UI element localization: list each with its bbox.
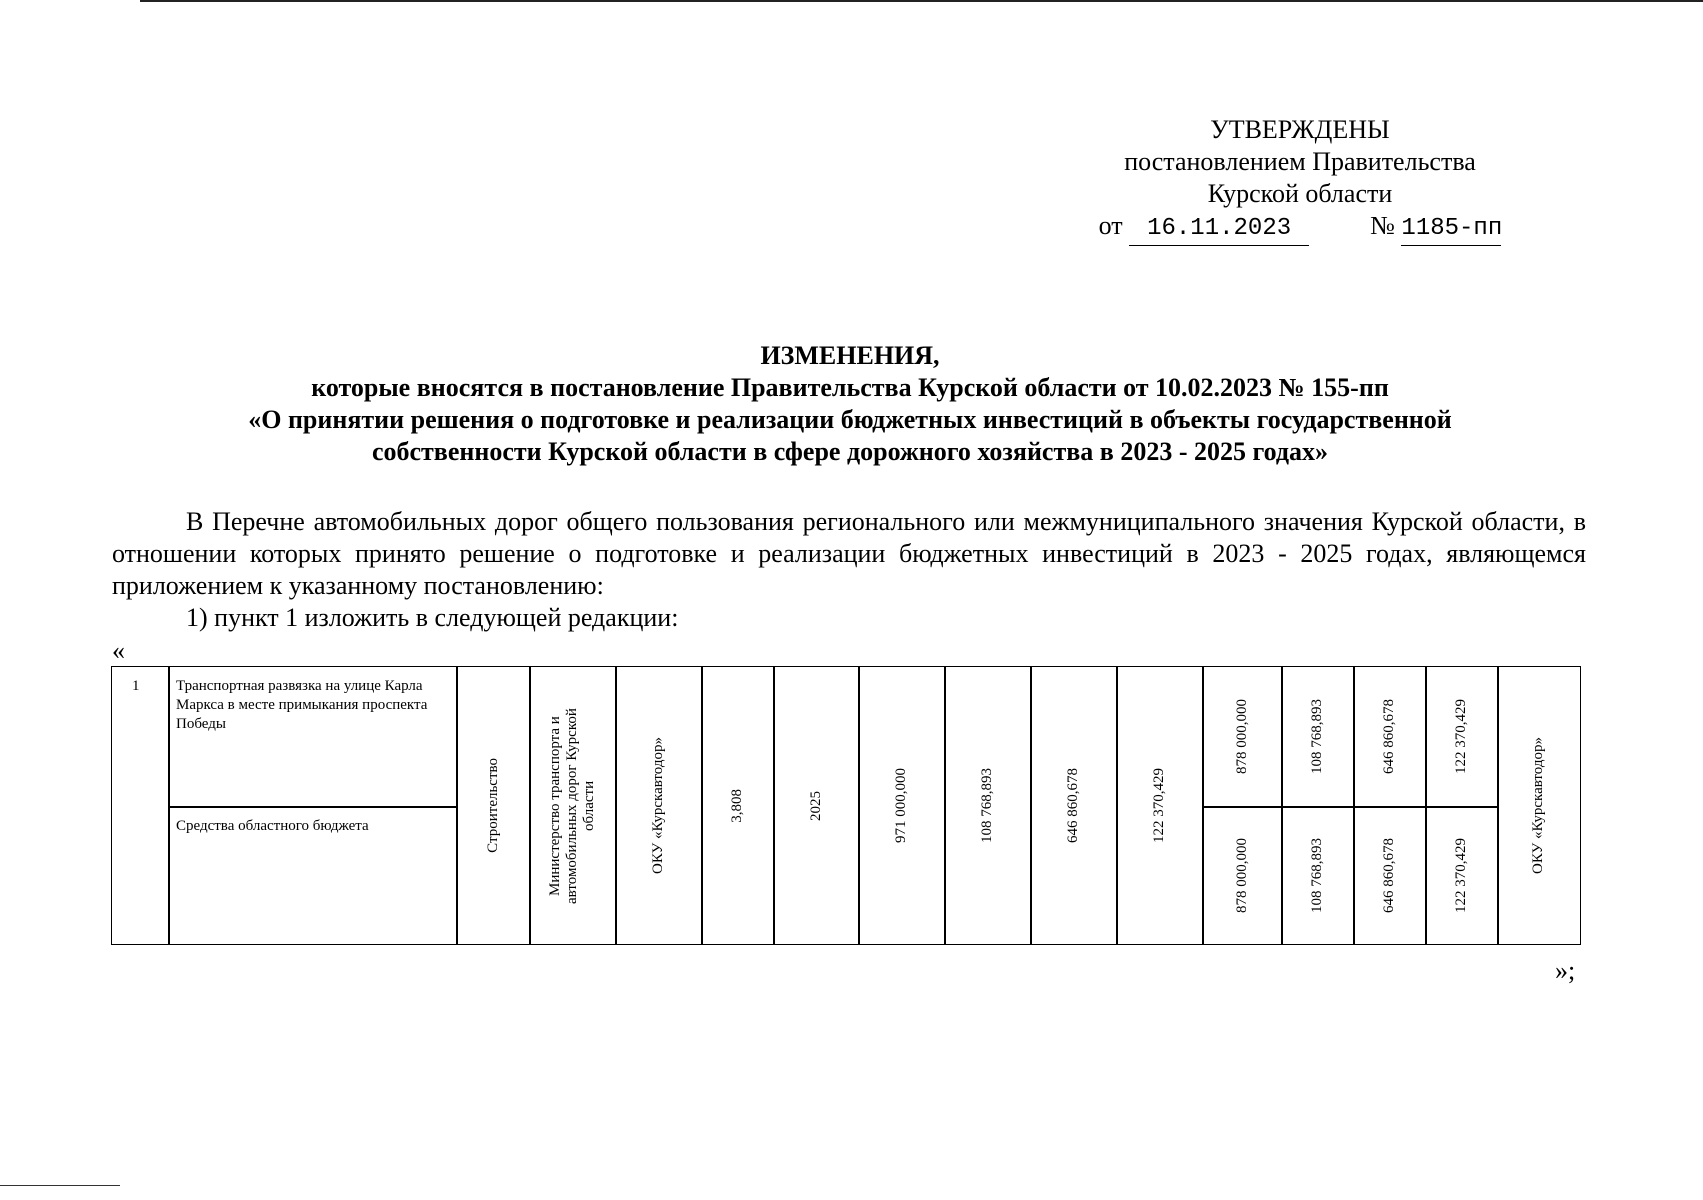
- bottom-value-3: 646 860,678: [1381, 838, 1397, 913]
- length-cell: [702, 667, 773, 944]
- bottom-value-2: 108 768,893: [1309, 838, 1325, 913]
- customer-cell: [616, 667, 701, 944]
- bottom-value-1: 878 000,000: [1233, 838, 1250, 913]
- scan-bottom-mark: [0, 1185, 120, 1187]
- customer: ОКУ «Курскавтодор»: [650, 737, 666, 874]
- cost-a-cell: [945, 667, 1030, 944]
- top-value-2: 108 768,893: [1309, 699, 1325, 774]
- work-type-cell: [457, 667, 529, 944]
- number-prefix: №: [1370, 211, 1395, 240]
- document-heading: [110, 340, 1590, 468]
- funding-source: Средства областного бюджета: [176, 818, 369, 834]
- cost-b: 646 860,678: [1065, 768, 1081, 843]
- scan-top-edge: [140, 0, 1703, 2]
- approval-line-2: постановлением Правительства: [1124, 147, 1476, 176]
- date-prefix: от: [1098, 211, 1123, 240]
- top-value-cell: [1426, 667, 1497, 806]
- approval-line-3: Курской области: [1207, 179, 1393, 208]
- close-quote: »;: [1555, 956, 1576, 985]
- approval-date: 16.11.2023: [1129, 213, 1309, 246]
- bottom-value-cell: [1203, 807, 1281, 944]
- bottom-value-cell: [1354, 807, 1425, 944]
- approval-number: 1185-пп: [1401, 213, 1501, 246]
- bottom-value-cell: [1282, 807, 1353, 944]
- executor: ОКУ «Курскавтодор»: [1530, 737, 1546, 874]
- top-value-cell: [1203, 667, 1281, 806]
- heading-line-2: которые вносятся в постановление Правительства Курской области от 10.02.2023 № 155-пп: [311, 373, 1389, 402]
- heading-line-4: собственности Курской области в сфере дорожного хозяйства в 2023 - 2025 годах»: [371, 437, 1329, 466]
- top-value-4: 122 370,429: [1453, 699, 1469, 774]
- ministry-cell: [530, 667, 615, 944]
- top-value-1: 878 000,000: [1233, 699, 1250, 774]
- bottom-value-cell: [1426, 807, 1497, 944]
- year: 2025: [807, 790, 824, 821]
- row-number: 1: [132, 678, 140, 694]
- object-name: Транспортная развязка на улице Карла Маркса в месте примыкания проспекта Победы: [176, 678, 428, 732]
- top-value-cell: [1282, 667, 1353, 806]
- open-quote: «: [112, 636, 125, 665]
- body-paragraph-1: В Перечне автомобильных дорог общего пользования регионального или межмуниципального значения Курской области, в отношении которых принято решение о подготовке и реализации бюджетных инвестиций в 2023 - 2025 годах, являющемся приложением к указанному постановлению:: [112, 507, 1586, 600]
- ministry: Министерство транспорта и автомобильных дорог Курской области: [547, 707, 597, 904]
- body-paragraph-2: 1) пункт 1 изложить в следующей редакции:: [186, 603, 679, 632]
- cost-a: 108 768,893: [979, 768, 995, 843]
- top-value-cell: [1354, 667, 1425, 806]
- approval-title: УТВЕРЖДЕНЫ: [1210, 115, 1390, 144]
- top-value-3: 646 860,678: [1381, 699, 1397, 774]
- year-cell: [774, 667, 858, 944]
- approval-block: [1040, 114, 1560, 246]
- heading-title: ИЗМЕНЕНИЯ,: [760, 341, 940, 370]
- approval-date-line: [1040, 210, 1560, 246]
- cost-c: 122 370,429: [1151, 768, 1167, 843]
- executor-cell: [1498, 667, 1579, 944]
- amendment-table: [111, 666, 1581, 945]
- total-cost-cell: [859, 667, 944, 944]
- body-text: [112, 506, 1586, 634]
- work-type: Строительство: [484, 758, 501, 853]
- total-cost: 971 000,000: [893, 768, 909, 843]
- cost-c-cell: [1117, 667, 1202, 944]
- length: 3,808: [729, 788, 745, 823]
- heading-line-3: «О принятии решения о подготовке и реализации бюджетных инвестиций в объекты государственной: [248, 405, 1452, 434]
- cost-b-cell: [1031, 667, 1116, 944]
- bottom-value-4: 122 370,429: [1453, 838, 1469, 913]
